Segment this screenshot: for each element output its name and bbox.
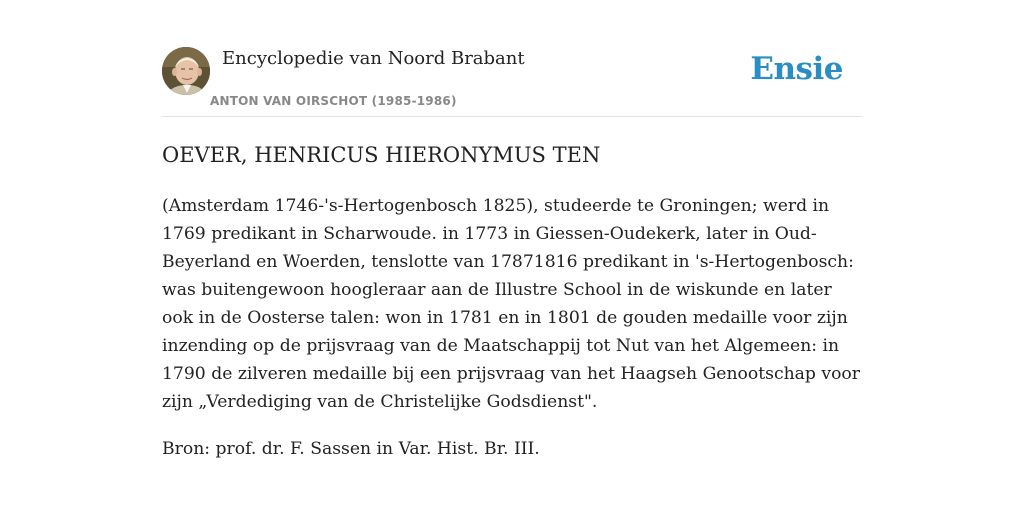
article-body: (Amsterdam 1746-'s-Hertogenbosch 1825), studeerde te Groningen; werd in 1769 predikant in Scharwoude. in 1773 in Giessen-Oudekerk, later in Oud-Beyerland en Woerden, tenslotte van 17871816 predikant in 's-Hertogenbosch: was buitengewoon hoogleraar aan de Illustre School in de wiskunde en later ook in de Oosterse talen: won in 1781 en in 1801 de gouden medaille voor zijn inzending op de prijsvraag van de Maatschappij tot Nut van het Algemeen: in 1790 de zilveren medaille bij een prijsvraag van het Haagseh Genootschap voor zijn „Verdediging van de Christelijke Godsdienst".: [162, 196, 860, 412]
article-source: Bron: prof. dr. F. Sassen in Var. Hist. Br. III.: [162, 439, 540, 459]
author-avatar[interactable]: [162, 47, 210, 95]
article-header: [162, 46, 862, 117]
author-portrait-icon: [162, 47, 210, 95]
ensie-logo[interactable]: Ensie: [750, 51, 843, 87]
encyclopedia-name[interactable]: Encyclopedie van Noord Brabant: [222, 48, 525, 69]
author-name[interactable]: ANTON VAN OIRSCHOT (1985-1986): [210, 94, 457, 108]
article-title: OEVER, HENRICUS HIERONYMUS TEN: [162, 143, 601, 167]
